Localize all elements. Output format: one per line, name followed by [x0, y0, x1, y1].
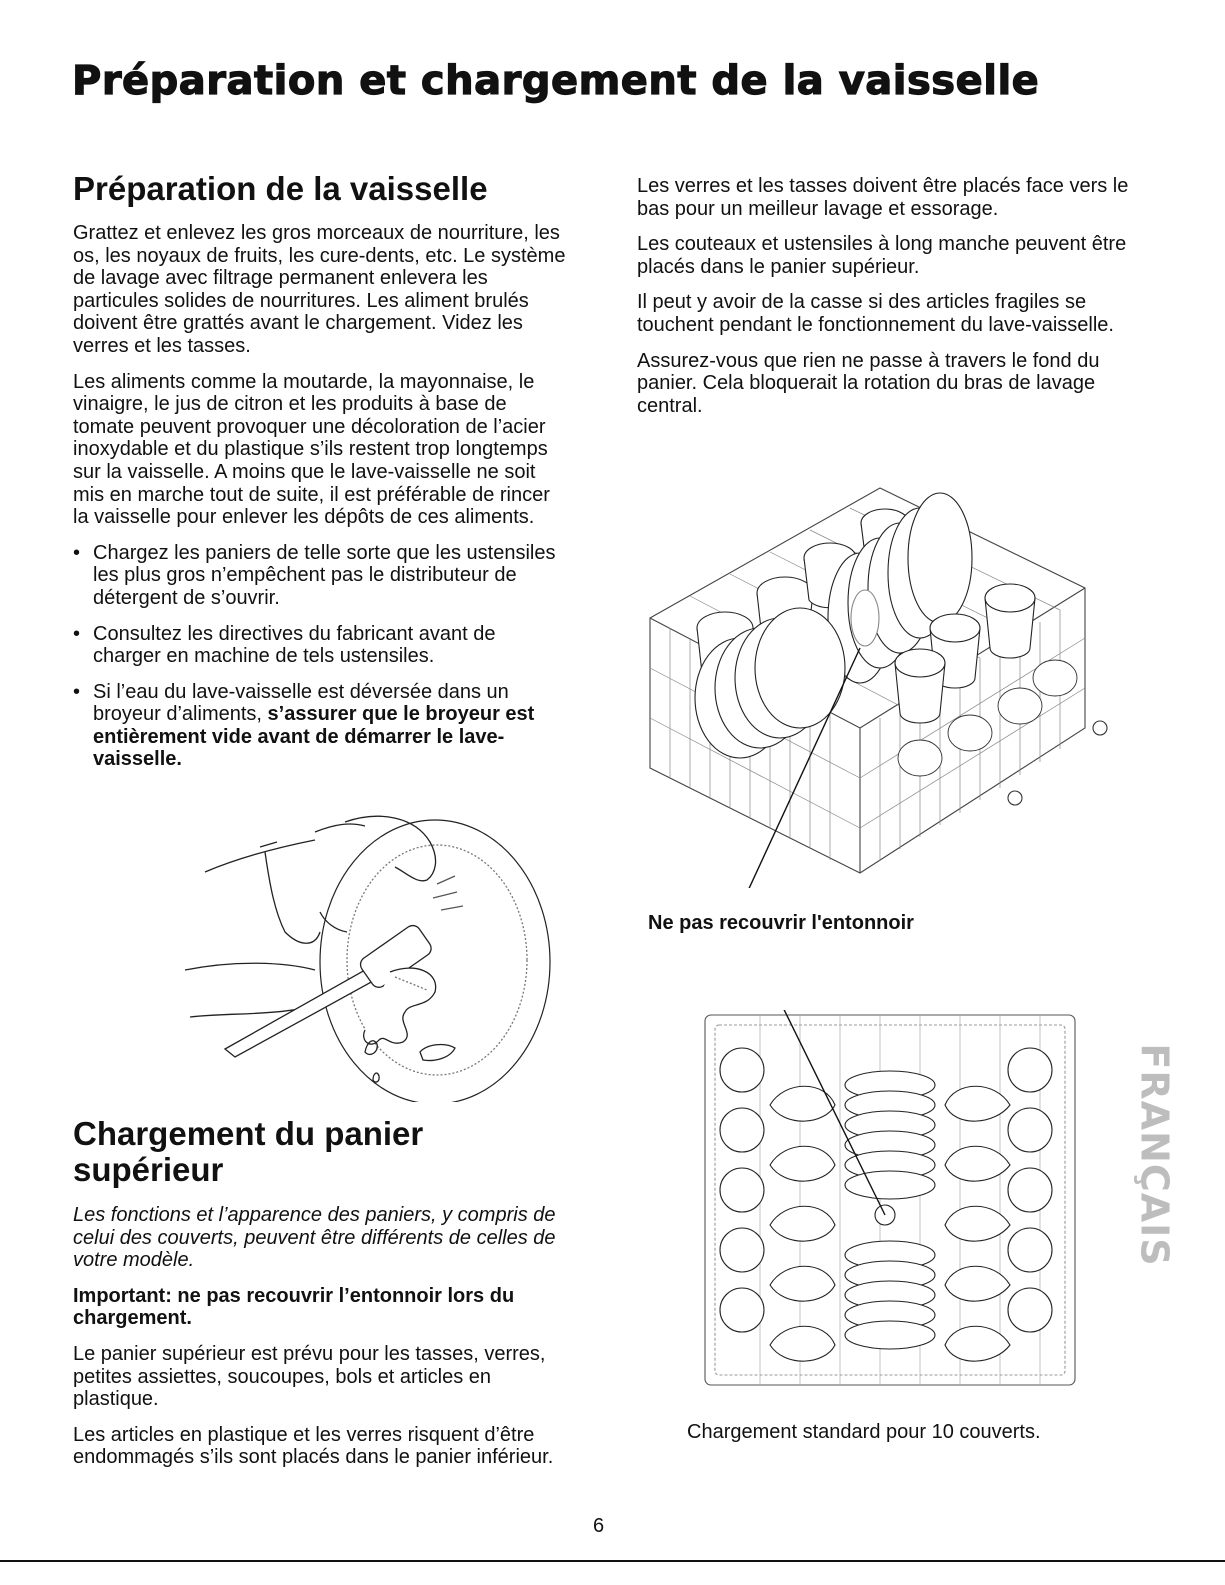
list-item — [73, 681, 568, 771]
upper-rack-top-view-illustration — [700, 1010, 1080, 1390]
page-title: Préparation et chargement de la vaisselle — [72, 58, 1040, 104]
figure-caption: Chargement standard pour 10 couverts. — [687, 1421, 1041, 1443]
paragraph: Les aliments comme la moutarde, la mayonnaise, le vinaigre, le jus de citron et les produits à base de tomate peuvent provoquer une décoloration de l’acier inoxydable et du plastique s’ils restent trop longtemps sur la vaisselle. A moins que le lave-vaisselle ne soit mis en marche tout de suite, il est préférable de rincer la vaisselle pour enlever les dépôts de ces aliments. — [73, 370, 550, 529]
right-column — [637, 175, 1137, 430]
list-item: • Consultez les directives du fabricant avant de charger en machine de tels ustensiles. — [73, 623, 568, 668]
important-note: Important: ne pas recouvrir l’entonnoir lors du chargement. — [73, 1284, 515, 1330]
language-tab-label: FRANÇAIS — [1133, 1043, 1178, 1267]
page-number: 6 — [593, 1515, 605, 1537]
paragraph: Assurez-vous que rien ne passe à travers le fond du panier. Cela bloquerait la rotation du bras de lavage central. — [637, 349, 1100, 417]
section-heading-upper-rack: Chargement du panier supérieur — [73, 1115, 424, 1188]
paragraph: Il peut y avoir de la casse si des articles fragiles se touchent pendant le fonctionnement du lave-vaisselle. — [637, 291, 1114, 336]
paragraph: Le panier supérieur est prévu pour les tasses, verres, petites assiettes, soucoupes, bols et articles en plastique. — [73, 1342, 546, 1411]
bottom-rule — [0, 1560, 1225, 1562]
section-upper-rack — [73, 1116, 568, 1482]
list-item: • Chargez les paniers de telle sorte que les ustensiles les plus gros n’empêchent pas le distributeur de détergent de s’ouvrir. — [73, 542, 568, 610]
left-column — [73, 170, 568, 784]
scraping-plate-illustration — [165, 812, 565, 1102]
upper-rack-perspective-illustration — [630, 478, 1110, 888]
bullet-list — [73, 542, 568, 771]
funnel-callout: Ne pas recouvrir l'entonnoir — [648, 912, 914, 934]
paragraph: Grattez et enlevez les gros morceaux de nourriture, les os, les noyaux de fruits, les cure-dents, etc. Le système de lavage avec filtrage permanent enlevera les particules solides de nourritures. Les aliment brulés doivent être grattés avant le chargement. Videz les verres et les tasses. — [73, 222, 566, 357]
warning-text: s’assurer que le broyeur est entièrement vide avant de démarrer le lave-vaisselle. — [93, 703, 535, 771]
paragraph: Les articles en plastique et les verres risquent d’être endommagés s’ils sont placés dans le panier inférieur. — [73, 1423, 554, 1469]
paragraph: Les couteaux et ustensiles à long manche peuvent être placés dans le panier supérieur. — [637, 233, 1127, 278]
language-tab — [1133, 1025, 1178, 1285]
section-heading-preparation: Préparation de la vaisselle — [73, 170, 488, 207]
list-item-text: Si l’eau du lave-vaisselle est déversée dans un broyeur d’aliments, — [93, 680, 509, 726]
italic-note: Les fonctions et l’apparence des paniers, y compris de celui des couverts, peuvent être différents de celles de votre modèle. — [73, 1204, 556, 1272]
paragraph: Les verres et les tasses doivent être placés face vers le bas pour un meilleur lavage et essorage. — [637, 175, 1129, 220]
